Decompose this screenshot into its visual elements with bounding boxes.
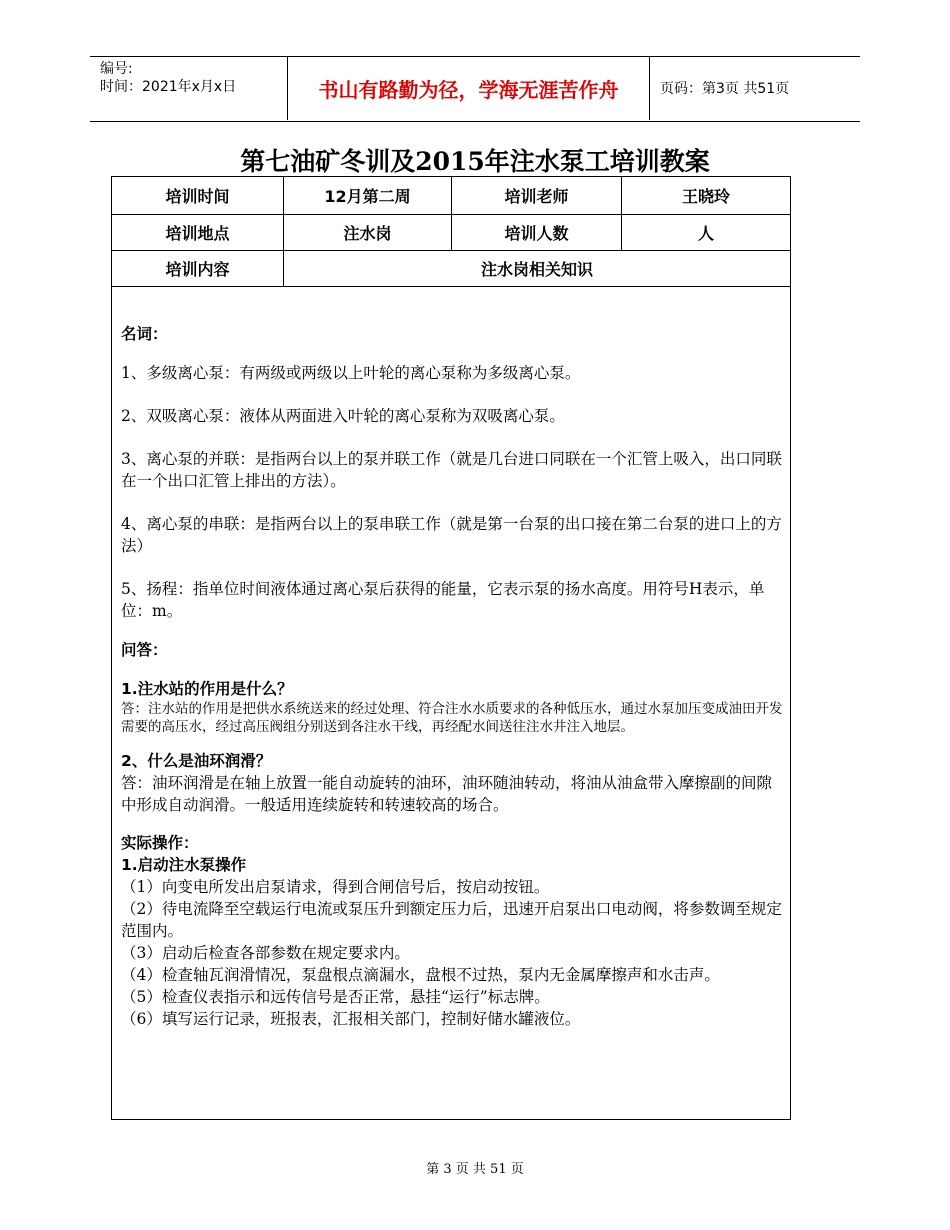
answer-1: 答：注水站的作用是把供水系统送来的经过处理、符合注水水质要求的各种低压水，通过水泵加压变成油田开发需要的高压水，经过高压阀组分别送到各注水干线，再经配水间送往注水井注入地层。 [121, 701, 783, 735]
label-training-time: 培训时间 [112, 177, 284, 214]
value-training-time: 12月第二周 [284, 177, 452, 214]
operation-step: （4）检查轴瓦润滑情况，泵盘根点滴漏水，盘根不过热，泵内无金属摩擦声和水击声。 [121, 966, 720, 984]
operation-step: （2）待电流降至空载运行电流或泵压升到额定压力后，迅速开启泵出口电动阀，将参数调至规定范围内。 [121, 900, 782, 940]
value-training-location: 注水岗 [284, 215, 452, 250]
qa-heading: 问答： [121, 641, 168, 659]
operation-1-heading: 1.启动注水泵操作 [121, 856, 247, 874]
term-item: 2、双吸离心泵：液体从两面进入叶轮的离心泵称为双吸离心泵。 [121, 407, 565, 425]
label-trainer: 培训老师 [452, 177, 622, 214]
doc-number-label: 编号: [100, 61, 133, 77]
lesson-plan-table [111, 176, 791, 1120]
header-page-info: 页码：第3页 共51页 [660, 81, 790, 97]
answer-2: 答：油环润滑是在轴上放置一能自动旋转的油环，油环随油转动，将油从油盒带入摩擦副的间隙中形成自动润滑。一般适用连续旋转和转速较高的场合。 [121, 774, 773, 814]
term-item: 3、离心泵的并联：是指两台以上的泵并联工作（就是几台进口同联在一个汇管上吸入，出口同联在一个出口汇管上排出的方法）。 [121, 450, 782, 490]
header-meta [100, 60, 280, 96]
label-training-location: 培训地点 [112, 215, 284, 250]
header-motto: 书山有路勤为径，学海无涯苦作舟 [287, 57, 650, 120]
operations-heading: 实际操作： [121, 834, 199, 852]
term-item: 5、扬程：指单位时间液体通过离心泵后获得的能量，它表示泵的扬水高度。用符号H表示，单位：m。 [121, 580, 765, 620]
table-row-time [112, 177, 790, 215]
question-1: 1.注水站的作用是什么？ [121, 680, 293, 698]
header-bottom-rule [90, 121, 860, 122]
operation-step: （1）向变电所发出启泵请求，得到合闸信号后，按启动按钮。 [121, 878, 550, 896]
label-trainee-count: 培训人数 [452, 215, 622, 250]
operation-step: （5）检查仪表指示和远传信号是否正常，悬挂“运行”标志牌。 [121, 988, 550, 1006]
page-footer: 第 3 页 共 51 页 [426, 1162, 524, 1177]
term-item: 4、离心泵的串联：是指两台以上的泵串联工作（就是第一台泵的出口接在第二台泵的进口上的方法） [121, 515, 782, 555]
value-trainer: 王晓玲 [681, 187, 730, 206]
label-training-content: 培训内容 [112, 251, 284, 286]
doc-date: 时间：2021年x月x日 [100, 79, 237, 95]
lesson-content [121, 323, 785, 1030]
table-row-content [112, 251, 790, 287]
operation-step: （6）填写运行记录，班报表，汇报相关部门，控制好储水罐液位。 [121, 1010, 581, 1028]
value-trainee-count: 人 [697, 224, 714, 243]
table-row-location [112, 215, 790, 251]
operation-step: （3）启动后检查各部参数在规定要求内。 [121, 944, 410, 962]
document-title: 第七油矿冬训及2015年注水泵工培训教案 [240, 147, 710, 176]
terms-heading: 名词： [121, 325, 168, 343]
question-2: 2、什么是油环润滑？ [121, 752, 272, 770]
term-item: 1、多级离心泵：有两级或两级以上叶轮的离心泵称为多级离心泵。 [121, 364, 581, 382]
value-training-content: 注水岗相关知识 [480, 260, 593, 279]
